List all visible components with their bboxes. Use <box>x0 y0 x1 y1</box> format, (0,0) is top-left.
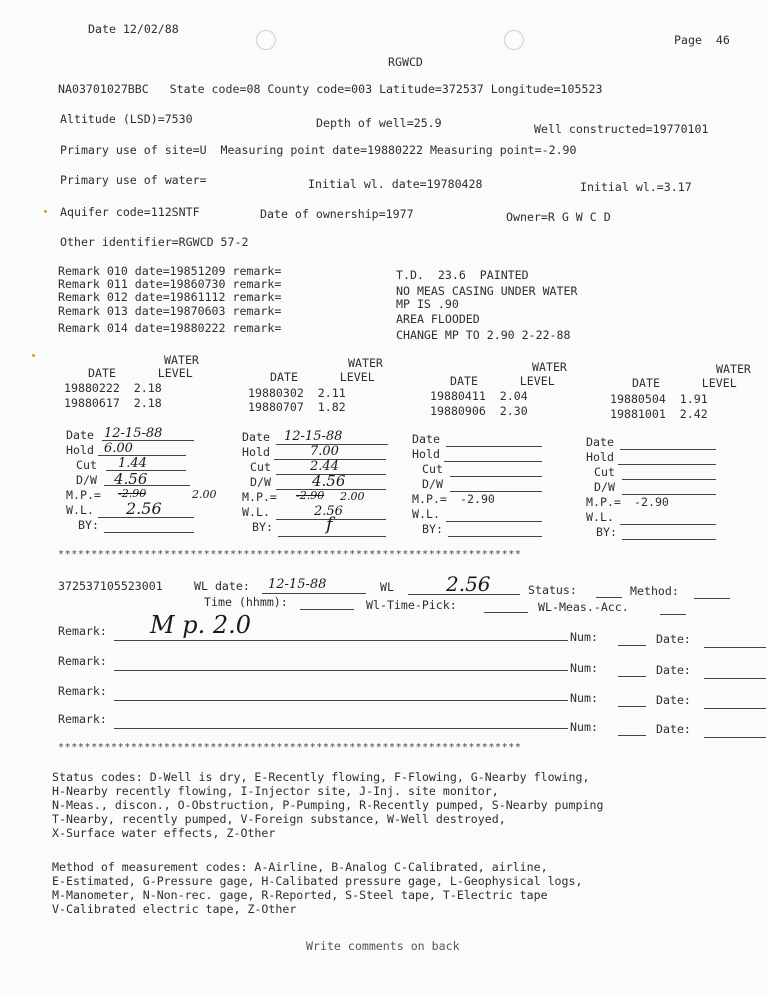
wl-date-value: 12-15-88 <box>268 577 327 592</box>
remark-label: Remark: <box>58 654 107 668</box>
separator-stars: ********************************************************************** <box>58 549 522 560</box>
entry-mp-struck: -2.90 <box>296 489 325 502</box>
remark-left: Remark 012 date=19861112 remark= <box>58 290 282 304</box>
entry-hold: 7.00 <box>310 444 339 459</box>
time-pick-label: Wl-Time-Pick: <box>366 598 457 612</box>
well-depth: Depth of well=25.9 <box>316 116 442 130</box>
mp-value: -2.90 <box>460 492 495 506</box>
cut-blank[interactable] <box>450 466 542 477</box>
site-line-1: NA03701027BBC State code=08 County code=003 Latitude=372537 Longitude=105523 <box>58 82 603 96</box>
site-id: 372537105523001 <box>58 579 163 593</box>
remark-label: Remark: <box>58 712 107 726</box>
wl-date-label: WL date: <box>194 579 250 593</box>
primary-use-water: Primary use of water= <box>60 173 207 187</box>
wl-blank[interactable] <box>620 514 716 525</box>
owner: Owner=R G W C D <box>506 210 611 224</box>
num-label: Num: <box>570 661 598 675</box>
date-blank[interactable] <box>446 436 542 447</box>
time-pick-blank[interactable] <box>484 602 528 613</box>
col-header-water: WATER <box>348 356 383 370</box>
cut-label: Cut <box>76 458 97 472</box>
num-blank[interactable] <box>618 635 646 646</box>
method-blank[interactable] <box>694 588 730 599</box>
status-codes-line: H-Nearby recently flowing, I-Injector site, J-Inj. site monitor, <box>52 784 499 798</box>
cut-label: Cut <box>594 465 615 479</box>
mp-label: M.P.= <box>586 495 621 509</box>
initial-wl-date: Initial wl. date=19780428 <box>308 177 483 191</box>
separator-stars: ********************************************************************** <box>58 742 522 753</box>
entry-dw: 4.56 <box>114 470 148 488</box>
num-blank[interactable] <box>618 696 646 707</box>
initial-wl: Initial wl.=3.17 <box>580 180 692 194</box>
mp-label: M.P.= <box>66 488 101 502</box>
by-label: BY: <box>596 525 617 539</box>
wl-label: W.L. <box>586 510 614 524</box>
col-header: DATE LEVEL <box>88 366 193 380</box>
method-codes-line: V-Calibrated electric tape, Z-Other <box>52 902 297 916</box>
remark-blank[interactable] <box>114 690 568 701</box>
margin-mark <box>32 354 35 357</box>
remark-left: Remark 014 date=19880222 remark= <box>58 321 282 335</box>
date-label: Date <box>66 428 94 442</box>
wl-value: 2.56 <box>446 572 491 596</box>
entry-wl: 2.56 <box>126 499 162 518</box>
col-header-water: WATER <box>532 360 567 374</box>
wl-label: W.L. <box>412 507 440 521</box>
entry-wl: 2.56 <box>314 504 343 519</box>
col-header: DATE LEVEL <box>450 374 555 388</box>
hold-label: Hold <box>586 450 614 464</box>
date-blank[interactable] <box>704 637 766 648</box>
num-label: Num: <box>570 691 598 705</box>
entry-mp-struck: -2.90 <box>118 487 147 500</box>
remark-left: Remark 010 date=19851209 remark= <box>58 264 282 278</box>
date-label: Date <box>242 430 270 444</box>
cut-label: Cut <box>250 460 271 474</box>
level-row: 19880617 2.18 <box>64 396 162 410</box>
mp-label: M.P.= <box>412 492 447 506</box>
entry-date: 12-15-88 <box>104 426 163 441</box>
entry-hold: 6.00 <box>104 441 133 456</box>
remark-blank[interactable] <box>114 718 568 729</box>
method-label: Method: <box>630 584 679 598</box>
level-row: 19880707 1.82 <box>248 400 346 414</box>
dw-blank[interactable] <box>450 481 542 492</box>
time-blank[interactable] <box>300 599 354 610</box>
dw-label: D/W <box>422 477 443 491</box>
cut-label: Cut <box>422 462 443 476</box>
level-row: 19880411 2.04 <box>430 389 528 403</box>
date-label: Date: <box>656 632 691 646</box>
by-blank[interactable] <box>622 529 716 540</box>
remark-label: Remark: <box>58 624 107 638</box>
date-blank[interactable] <box>704 698 766 709</box>
col-header-water: WATER <box>164 353 199 367</box>
level-row: 19880504 1.91 <box>610 392 708 406</box>
entry-by-initials: f <box>326 514 333 535</box>
dw-label: D/W <box>594 480 615 494</box>
date-label: Date <box>586 435 614 449</box>
entry-mp-new: 2.00 <box>192 488 217 501</box>
status-blank[interactable] <box>596 587 622 598</box>
wl-label: W.L. <box>66 503 94 517</box>
entry-mp-new: 2.00 <box>340 490 365 503</box>
date-label: Date: <box>656 722 691 736</box>
wl-label: W.L. <box>242 505 270 519</box>
status-label: Status: <box>528 583 577 597</box>
method-codes-line: Method of measurement codes: A-Airline, B-Analog C-Calibrated, airline, <box>52 860 548 874</box>
status-codes-line: X-Surface water effects, Z-Other <box>52 826 276 840</box>
site-line-3: Primary use of site=U Measuring point date=19880222 Measuring point=-2.90 <box>60 143 577 157</box>
hold-label: Hold <box>412 447 440 461</box>
entry-cut: 1.44 <box>118 456 147 471</box>
hold-blank[interactable] <box>618 454 716 465</box>
meas-acc-label: WL-Meas.-Acc. <box>538 600 629 614</box>
num-blank[interactable] <box>618 666 646 677</box>
remark-text: MP IS .90 <box>396 297 459 311</box>
date-label: Date <box>412 432 440 446</box>
hold-label: Hold <box>66 443 94 457</box>
remark-text: AREA FLOODED <box>396 312 480 326</box>
level-row: 19881001 2.42 <box>610 407 708 421</box>
altitude: Altitude (LSD)=7530 <box>60 112 193 126</box>
num-label: Num: <box>570 720 598 734</box>
status-codes-line: N-Meas., discon., O-Obstruction, P-Pumping, R-Recently pumped, S-Nearby pumping <box>52 798 604 812</box>
level-row: 19880906 2.30 <box>430 404 528 418</box>
aquifer-code: Aquifer code=112SNTF <box>60 205 200 219</box>
status-codes-line: Status codes: D-Well is dry, E-Recently flowing, F-Flowing, G-Nearby flowing, <box>52 770 590 784</box>
entry-cut: 2.44 <box>310 459 339 474</box>
agency-title: RGWCD <box>388 55 423 69</box>
well-constructed: Well constructed=19770101 <box>534 122 709 136</box>
cut-blank[interactable] <box>622 469 716 480</box>
remark-left: Remark 011 date=19860730 remark= <box>58 277 282 291</box>
date-label: Date: <box>656 693 691 707</box>
method-codes-line: M-Manometer, N-Non-rec. gage, R-Reported, S-Steel tape, T-Electric tape <box>52 888 548 902</box>
col-header: DATE LEVEL <box>632 376 737 390</box>
mp-value: -2.90 <box>634 495 669 509</box>
dw-label: D/W <box>76 473 97 487</box>
remark-text: T.D. 23.6 PAINTED <box>396 268 529 282</box>
hold-blank[interactable] <box>444 451 542 462</box>
page-number: Page 46 <box>674 33 730 47</box>
entry-date: 12-15-88 <box>284 429 343 444</box>
punch-hole-right <box>504 30 524 50</box>
remark-blank[interactable] <box>114 660 568 671</box>
by-label: BY: <box>78 518 99 532</box>
num-label: Num: <box>570 630 598 644</box>
remark-handwritten: M p. 2.0 <box>150 611 251 639</box>
by-label: BY: <box>422 522 443 536</box>
wl-label: WL <box>380 580 394 594</box>
date-blank[interactable] <box>620 439 716 450</box>
footer-note: Write comments on back <box>306 939 460 953</box>
mp-label: M.P.= <box>242 490 277 504</box>
col-header: DATE LEVEL <box>270 370 375 384</box>
meas-acc-blank[interactable] <box>660 604 686 615</box>
level-row: 19880302 2.11 <box>248 386 346 400</box>
status-codes-line: T-Nearby, recently pumped, V-Foreign substance, W-Well destroyed, <box>52 812 506 826</box>
time-label: Time (hhmm): <box>204 595 288 609</box>
by-label: BY: <box>252 520 273 534</box>
date-blank[interactable] <box>704 668 766 679</box>
remark-text: NO MEAS CASING UNDER WATER <box>396 284 578 298</box>
by-blank[interactable] <box>104 522 194 533</box>
dw-label: D/W <box>250 475 271 489</box>
col-header-water: WATER <box>716 362 751 376</box>
remark-label: Remark: <box>58 684 107 698</box>
dw-blank[interactable] <box>622 484 716 495</box>
margin-mark <box>44 210 47 213</box>
method-codes-line: E-Estimated, G-Pressure gage, H-Calibated pressure gage, L-Geophysical logs, <box>52 874 583 888</box>
date-blank[interactable] <box>704 727 766 738</box>
wl-blank[interactable] <box>446 511 542 522</box>
by-blank[interactable] <box>448 526 542 537</box>
num-blank[interactable] <box>618 725 646 736</box>
entry-dw: 4.56 <box>312 472 346 490</box>
hold-label: Hold <box>242 445 270 459</box>
level-row: 19880222 2.18 <box>64 381 162 395</box>
remark-text: CHANGE MP TO 2.90 2-22-88 <box>396 328 571 342</box>
punch-hole-left <box>256 30 276 50</box>
other-identifier: Other identifier=RGWCD 57-2 <box>60 235 249 249</box>
date-label: Date: <box>656 663 691 677</box>
remark-left: Remark 013 date=19870603 remark= <box>58 304 282 318</box>
ownership-date: Date of ownership=1977 <box>260 207 414 221</box>
report-date: Date 12/02/88 <box>88 22 179 36</box>
